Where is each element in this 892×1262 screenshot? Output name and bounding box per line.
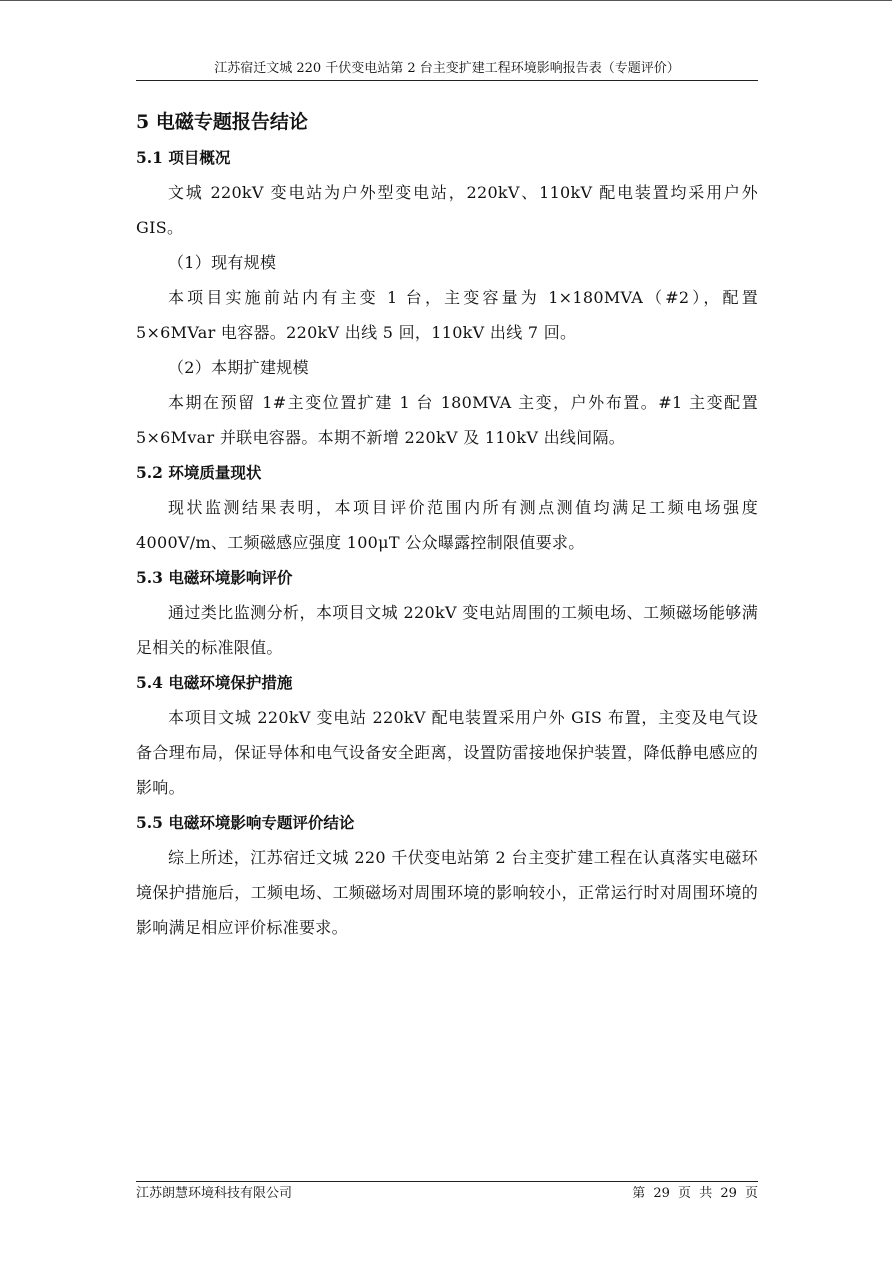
- header-title: 江苏宿迁文城 220 千伏变电站第 2 台主变扩建工程环境影响报告表（专题评价）: [214, 61, 680, 76]
- paragraph: 本项目文城 220kV 变电站 220kV 配电装置采用户外 GIS 布置，主变及电气设备合理布局，保证导体和电气设备安全距离，设置防雷接地保护装置，降低静电感应的影响。: [136, 708, 758, 797]
- section-heading: 5.3 电磁环境影响评价: [136, 568, 293, 587]
- paragraph: 本项目实施前站内有主变 1 台，主变容量为 1×180MVA（#2），配置 5×6MVar 电容器。220kV 出线 5 回，110kV 出线 7 回。: [136, 288, 758, 342]
- paragraph: 本期在预留 1#主变位置扩建 1 台 180MVA 主变，户外布置。#1 主变配置 5×6Mvar 并联电容器。本期不新增 220kV 及 110kV 出线间隔。: [136, 393, 758, 447]
- page-footer: [136, 1181, 758, 1204]
- section-heading: 5.4 电磁环境保护措施: [136, 673, 293, 692]
- chapter-title: 5 电磁专题报告结论: [136, 111, 308, 133]
- section-5-1: [136, 140, 758, 455]
- footer-company: 江苏朗慧环境科技有限公司: [136, 1186, 293, 1201]
- paragraph: 综上所述，江苏宿迁文城 220 千伏变电站第 2 台主变扩建工程在认真落实电磁环境保护措施后，工频电场、工频磁场对周围环境的影响较小，正常运行时对周围环境的影响满足相应评价标准要求。: [136, 848, 758, 937]
- footer-page-number: 第 29 页 共 29 页: [632, 1186, 758, 1201]
- section-5-5: [136, 805, 758, 945]
- document-body: [136, 104, 758, 945]
- paragraph: 文城 220kV 变电站为户外型变电站，220kV、110kV 配电装置均采用户外 GIS。: [136, 183, 758, 237]
- section-5-2: [136, 455, 758, 560]
- section-heading: 5.2 环境质量现状: [136, 463, 262, 482]
- paragraph: 通过类比监测分析，本项目文城 220kV 变电站周围的工频电场、工频磁场能够满足相关的标准限值。: [136, 603, 758, 657]
- page-header: [136, 58, 758, 81]
- section-5-3: [136, 560, 758, 665]
- page-top-border: [0, 0, 892, 1]
- section-heading: 5.1 项目概况: [136, 148, 231, 167]
- section-heading: 5.5 电磁环境影响专题评价结论: [136, 813, 355, 832]
- section-5-4: [136, 665, 758, 805]
- subheading-expansion-scale: （2）本期扩建规模: [168, 358, 309, 377]
- subheading-existing-scale: （1）现有规模: [168, 253, 277, 272]
- paragraph: 现状监测结果表明，本项目评价范围内所有测点测值均满足工频电场强度 4000V/m、工频磁感应强度 100μT 公众曝露控制限值要求。: [136, 498, 758, 552]
